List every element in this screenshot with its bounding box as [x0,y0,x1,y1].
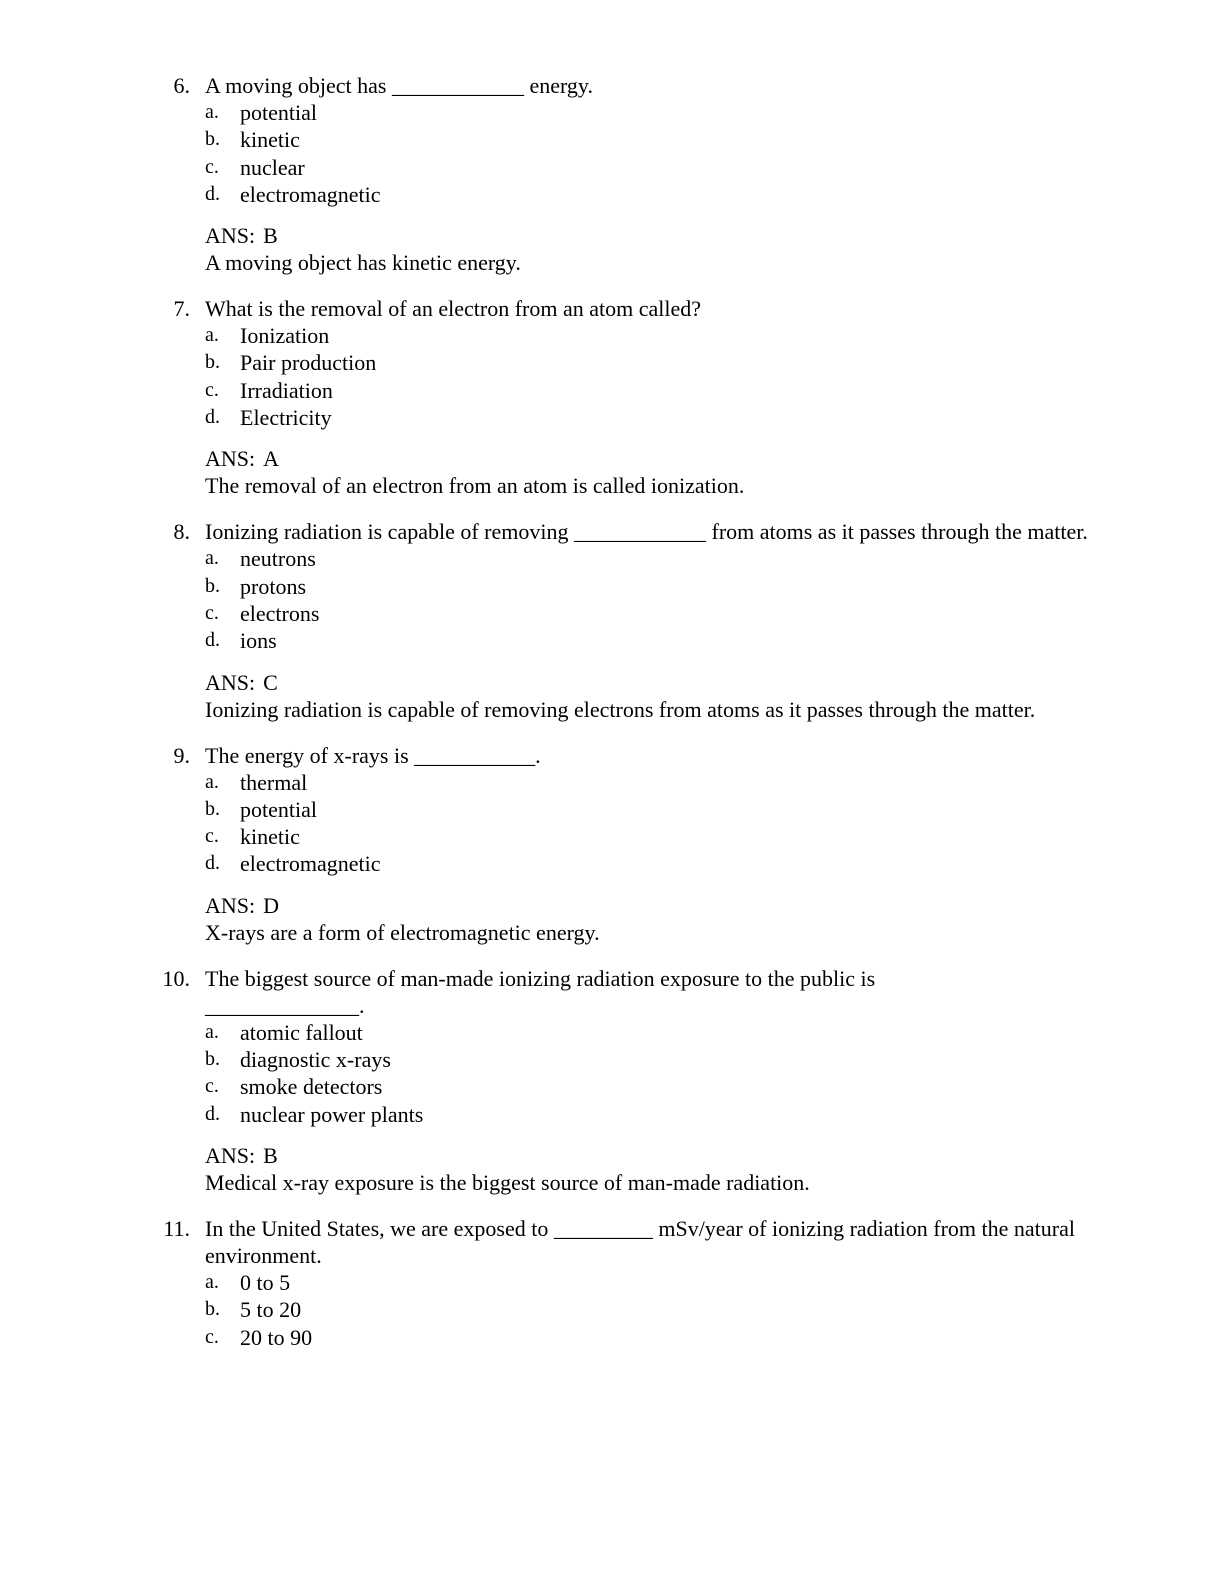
question-7 [0,295,1224,499]
question-text: A moving object has ____________ energy. [205,73,594,98]
choice-letter: c. [205,378,219,401]
question-8 [0,518,1224,722]
choice-letter: b. [205,574,220,597]
question-9 [0,742,1224,946]
question-text: Ionizing radiation is capable of removing ____________ from atoms as it passes through the matter. [205,519,1088,545]
answer-label: ANS: [205,1142,256,1168]
answer-explanation: Ionizing radiation is capable of removing electrons from atoms as it passes through the matter. [205,696,1036,722]
answer-explanation: A moving object has kinetic energy. [205,250,521,276]
choice-item [0,545,1224,572]
choice-text: Electricity [240,405,332,431]
choice-text: Pair production [240,350,377,376]
choice-text: smoke detectors [240,1074,383,1100]
choice-item [0,349,1224,376]
choice-item [0,154,1224,181]
choice-text: 0 to 5 [240,1269,291,1295]
choice-text: electrons [240,600,320,626]
choice-text: electromagnetic [240,181,381,207]
choice-text: nuclear [240,154,305,180]
choice-item [0,1073,1224,1100]
choice-text: nuclear power plants [240,1101,424,1127]
question-stem [0,518,1224,545]
answer-label: ANS: [205,669,256,695]
choice-text: kinetic [240,127,300,153]
question-number: 11. [163,1215,190,1241]
question-10 [0,965,1224,1196]
choice-text: 20 to 90 [240,1324,313,1350]
question-text: What is the removal of an electron from an atom called? [205,296,702,322]
answer-key: A [263,446,280,472]
choice-item [0,1019,1224,1046]
choice-item [0,181,1224,208]
choice-letter: c. [205,601,219,624]
choice-text: potential [240,796,317,822]
question-11 [0,1215,1224,1351]
question-stem-continuation [0,992,1224,1019]
answer-label: ANS: [205,892,256,918]
question-number: 8. [173,519,190,545]
choice-text: ions [240,628,277,654]
choice-item [0,1324,1224,1351]
choice-letter: b. [205,1298,220,1321]
choice-letter: d. [205,852,220,875]
choice-item [0,627,1224,654]
choice-list [0,1269,1224,1351]
choice-item [0,823,1224,850]
question-text: The energy of x-rays is ___________. [205,742,541,768]
choice-letter: c. [205,1325,219,1348]
choice-list [0,1019,1224,1128]
choice-letter: a. [205,101,219,123]
choice-list [0,322,1224,431]
choice-text: Ionization [240,323,330,349]
choice-text: neutrons [240,546,316,572]
answer-block [0,1142,1224,1196]
question-stem [0,295,1224,322]
choice-item [0,850,1224,877]
question-text: In the United States, we are exposed to _________ mSv/year of ionizing radiation from the natural environment. [205,1215,1075,1268]
choice-text: thermal [240,769,308,795]
choice-item [0,1296,1224,1323]
answer-block [0,445,1224,499]
answer-key: D [263,892,280,918]
answer-key: B [263,223,278,249]
choice-letter: b. [205,128,220,151]
choice-text: potential [240,100,317,125]
choice-letter: d. [205,182,220,205]
answer-explanation: X-rays are a form of electromagnetic energy. [205,919,600,945]
choice-item [0,322,1224,349]
question-blank: ______________. [205,992,365,1018]
choice-list [0,99,1224,208]
choice-letter: c. [205,1075,219,1098]
choice-text: atomic fallout [240,1019,363,1045]
answer-explanation: Medical x-ray exposure is the biggest source of man-made radiation. [205,1169,810,1195]
choice-text: kinetic [240,824,300,850]
choice-letter: a. [205,1270,219,1293]
choice-text: electromagnetic [240,851,381,877]
choice-letter: b. [205,797,220,820]
choice-letter: a. [205,770,219,793]
question-stem [0,72,1224,99]
choice-letter: d. [205,406,220,429]
question-number: 9. [173,742,190,768]
question-6 [0,72,1224,276]
choice-item [0,126,1224,153]
choice-letter: a. [205,547,219,570]
choice-text: diagnostic x-rays [240,1047,391,1073]
question-text: The biggest source of man-made ionizing radiation exposure to the public is [205,965,876,991]
choice-letter: a. [205,324,219,347]
choice-letter: c. [205,825,219,848]
answer-block [0,222,1224,276]
choice-item [0,573,1224,600]
choice-item [0,404,1224,431]
choice-letter: d. [205,1102,220,1125]
choice-item [0,1101,1224,1128]
choice-item [0,1046,1224,1073]
choice-letter: d. [205,629,220,652]
choice-item [0,600,1224,627]
question-stem [0,742,1224,769]
answer-explanation: The removal of an electron from an atom is called ionization. [205,473,745,499]
question-number: 6. [173,73,190,98]
answer-block [0,669,1224,723]
choice-letter: b. [205,1048,220,1071]
choice-letter: c. [205,155,219,178]
question-stem [0,965,1224,992]
choice-text: Irradiation [240,377,333,403]
answer-label: ANS: [205,223,256,249]
document-page [0,72,1224,1370]
choice-item [0,1269,1224,1296]
answer-block [0,892,1224,946]
choice-item [0,769,1224,796]
choice-text: protons [240,573,306,599]
choice-text: 5 to 20 [240,1297,302,1323]
choice-item [0,796,1224,823]
choice-letter: b. [205,351,220,374]
choice-letter: a. [205,1020,219,1043]
choice-item [0,99,1224,126]
answer-key: C [263,669,278,695]
choice-list [0,769,1224,878]
answer-label: ANS: [205,446,256,472]
answer-key: B [263,1142,278,1168]
question-number: 7. [173,296,190,322]
choice-item [0,377,1224,404]
question-number: 10. [162,965,190,991]
question-stem [0,1215,1224,1269]
choice-list [0,545,1224,654]
